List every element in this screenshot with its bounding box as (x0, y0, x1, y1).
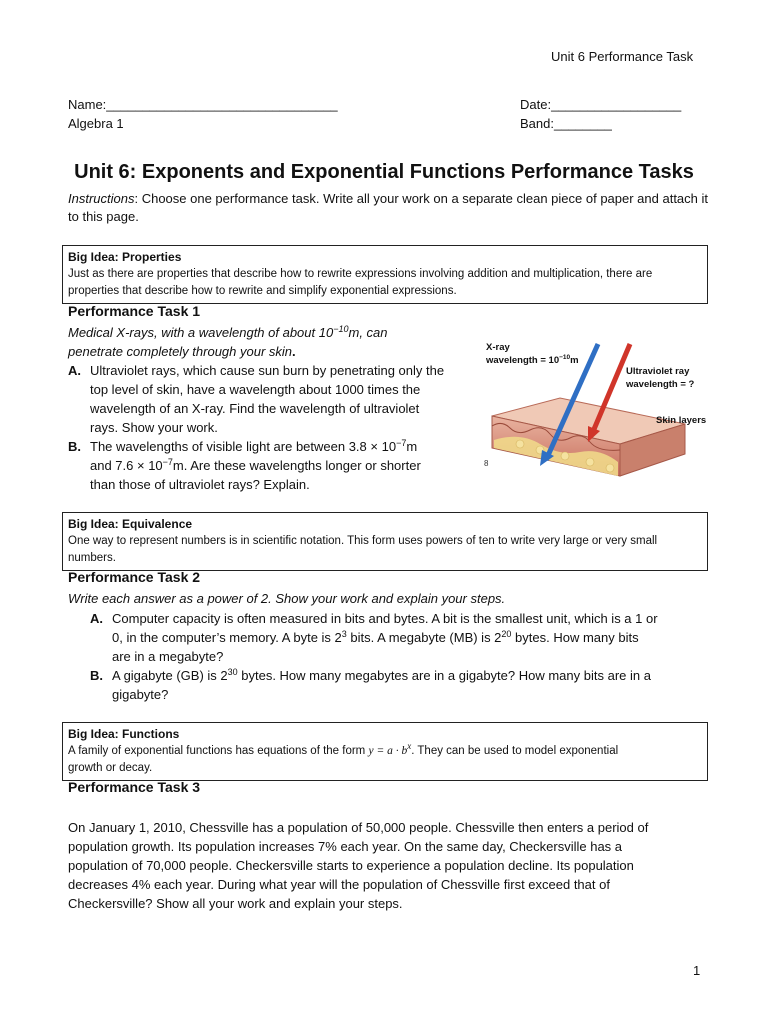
figure-corner-mark: 8 (484, 459, 489, 468)
big-idea-heading: Big Idea: Equivalence (68, 517, 193, 531)
task2-item-a: A. Computer capacity is often measured in bits and bytes. A bit is the smallest unit, which is a 1 or 0, in the computer’s memory. A byte is $2^3$ bits. A megabyte (MB) is $2^{20}$ bytes. How many bits are in a megabyte? (90, 611, 658, 664)
task1-heading: Performance Task 1 (68, 303, 201, 319)
course-label: Algebra 1 (68, 116, 124, 131)
task1-intro-line2: penetrate completely through your skin. (68, 344, 296, 359)
xray-label-1: X-ray (486, 342, 510, 353)
big-idea-text: One way to represent numbers is in scientific notation. This form uses powers of ten to write very large or very small numbers. (68, 535, 658, 564)
task3-body: On January 1, 2010, Chessville has a population of 50,000 people. Chessville then enters a period of population growth. Its population increases 7% each year. On the same day, Checkersville has a population of 70,000 people. Checkersville starts to experience a population decline. Its population decreases 4% each year. During what year will the population of Chessville first exceed that of Checkersville? Show all your work and explain your steps. (68, 820, 649, 911)
task1-item-b: B. The wavelengths of visible light are between $3.8 \times 10^{-7}m$ and $7.6 \times 10^{-7}m$. Are these wavelengths longer or shorter than those of ultraviolet rays? Explain. (68, 438, 421, 492)
xray-label-2: wavelength = $10^{-10}m$ (486, 354, 579, 366)
big-idea-properties-box (62, 245, 708, 304)
task1-intro-line1: Medical X-rays, with a wavelength of about $10^{-10}m$, can (68, 324, 388, 340)
big-idea-heading: Big Idea: Functions (68, 727, 180, 741)
big-idea-text: Just as there are properties that describe how to rewrite expressions involving addition and multiplication, there are properties that describe how to rewrite and simplify exponential expressions. (68, 268, 653, 297)
page-title: Unit 6: Exponents and Exponential Functions Performance Tasks (74, 161, 694, 183)
big-idea-text: A family of exponential functions has equations of the form $y = a \cdot b^x$. They can be used to model exponential growth or decay. (68, 741, 619, 774)
task1-item-a: A. Ultraviolet rays, which cause sun burn by penetrating only the top level of skin, have a wavelength about 1000 times the wavelength of an X-ray. Find the wavelength of ultraviolet rays. Show your work. (68, 363, 445, 435)
skin-layers-label: Skin layers (656, 415, 707, 426)
date-field: Date:__________________ (520, 97, 682, 112)
big-idea-heading: Big Idea: Properties (68, 250, 182, 264)
instructions-text: : Choose one performance task. Write all your work on a separate clean piece of paper and attach it to this page. (68, 191, 709, 224)
uv-label-1: Ultraviolet ray (626, 366, 690, 377)
uv-label-2: wavelength = ? (626, 379, 695, 390)
task2-item-b: B. A gigabyte (GB) is $2^{30}$ bytes. How many megabytes are in a gigabyte? How many bits are in a gigabyte? (90, 667, 651, 702)
running-header: Unit 6 Performance Task (551, 49, 694, 64)
task2-intro: Write each answer as a power of 2. Show your work and explain your steps. (68, 591, 506, 606)
skin-diagram (480, 336, 710, 486)
band-field: Band:________ (520, 116, 612, 131)
page-number: 1 (693, 963, 701, 978)
task2-heading: Performance Task 2 (68, 569, 201, 585)
name-field: Name:________________________________ (68, 97, 338, 112)
big-idea-equivalence-box (62, 512, 708, 571)
instructions-label: Instructions (68, 191, 135, 206)
big-idea-functions-box (62, 722, 708, 781)
instructions (68, 190, 708, 226)
task3-heading: Performance Task 3 (68, 779, 201, 795)
exponential-formula: $y = a \cdot b^x$ (368, 741, 412, 757)
